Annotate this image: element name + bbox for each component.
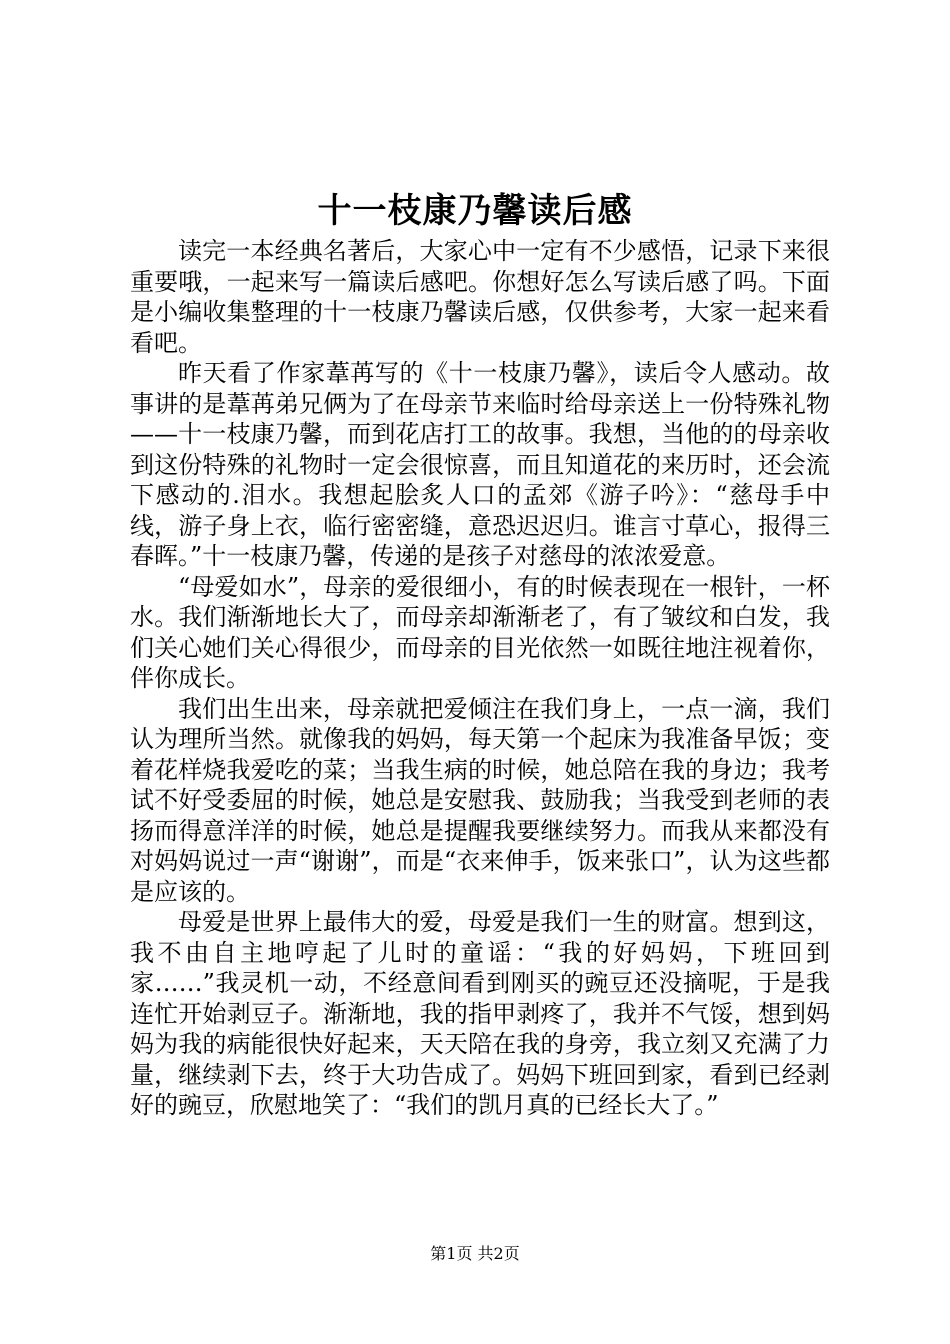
- document-body: [130, 236, 830, 1121]
- page-footer: 第1页 共2页: [430, 1244, 520, 1263]
- paragraph-2: 昨天看了作家葦苒写的《十一枝康乃馨》，读后令人感动。故事讲的是葦苒弟兄俩为了在母亲节来临时给母亲送上一份特殊礼物——十一枝康乃馨，而到花店打工的故事。我想，当他的的母亲收到这份特殊的礼物时一定会很惊喜，而且知道花的来历时，还会流下感动的.泪水。我想起脍炙人口的孟郊《游子吟》：“慈母手中线，游子身上衣，临行密密缝，意恐迟迟归。谁言寸草心，报得三春晖。”十一枝康乃馨，传递的是孩子对慈母的浓浓爱意。: [130, 359, 830, 570]
- document-title: 十一枝康乃馨读后感: [317, 191, 633, 231]
- paragraph-5: 母爱是世界上最伟大的爱，母爱是我们一生的财富。想到这，我不由自主地哼起了儿时的童谣：“我的好妈妈，下班回到家……”我灵机一动，不经意间看到刚买的豌豆还没摘呢，于是我连忙开始剥豆子。渐渐地，我的指甲剥疼了，我并不气馁，想到妈妈为我的病能很快好起来，天天陪在我的身旁，我立刻又充满了力量，继续剥下去，终于大功告成了。妈妈下班回到家，看到已经剥好的豌豆，欣慰地笑了：“我们的凯月真的已经长大了。”: [130, 908, 830, 1119]
- paragraph-3: “母爱如水”，母亲的爱很细小，有的时候表现在一根针，一杯水。我们渐渐地长大了，而母亲却渐渐老了，有了皱纹和白发，我们关心她们关心得很少，而母亲的目光依然一如既往地注视着你，伴你成长。: [130, 572, 830, 692]
- paragraph-4: 我们出生出来，母亲就把爱倾注在我们身上，一点一滴，我们认为理所当然。就像我的妈妈，每天第一个起床为我准备早饭；变着花样烧我爱吃的菜；当我生病的时候，她总陪在我的身边；我考试不好受委屈的时候，她总是安慰我、鼓励我；当我受到老师的表扬而得意洋洋的时候，她总是提醒我要继续努力。而我从来都没有对妈妈说过一声“谢谢”，而是“衣来伸手，饭来张口”，认为这些都是应该的。: [130, 694, 830, 906]
- paragraph-1: 读完一本经典名著后，大家心中一定有不少感悟，记录下来很重要哦，一起来写一篇读后感吧。你想好怎么写读后感了吗。下面是小编收集整理的十一枝康乃馨读后感，仅供参考，大家一起来看看吧。: [130, 237, 830, 357]
